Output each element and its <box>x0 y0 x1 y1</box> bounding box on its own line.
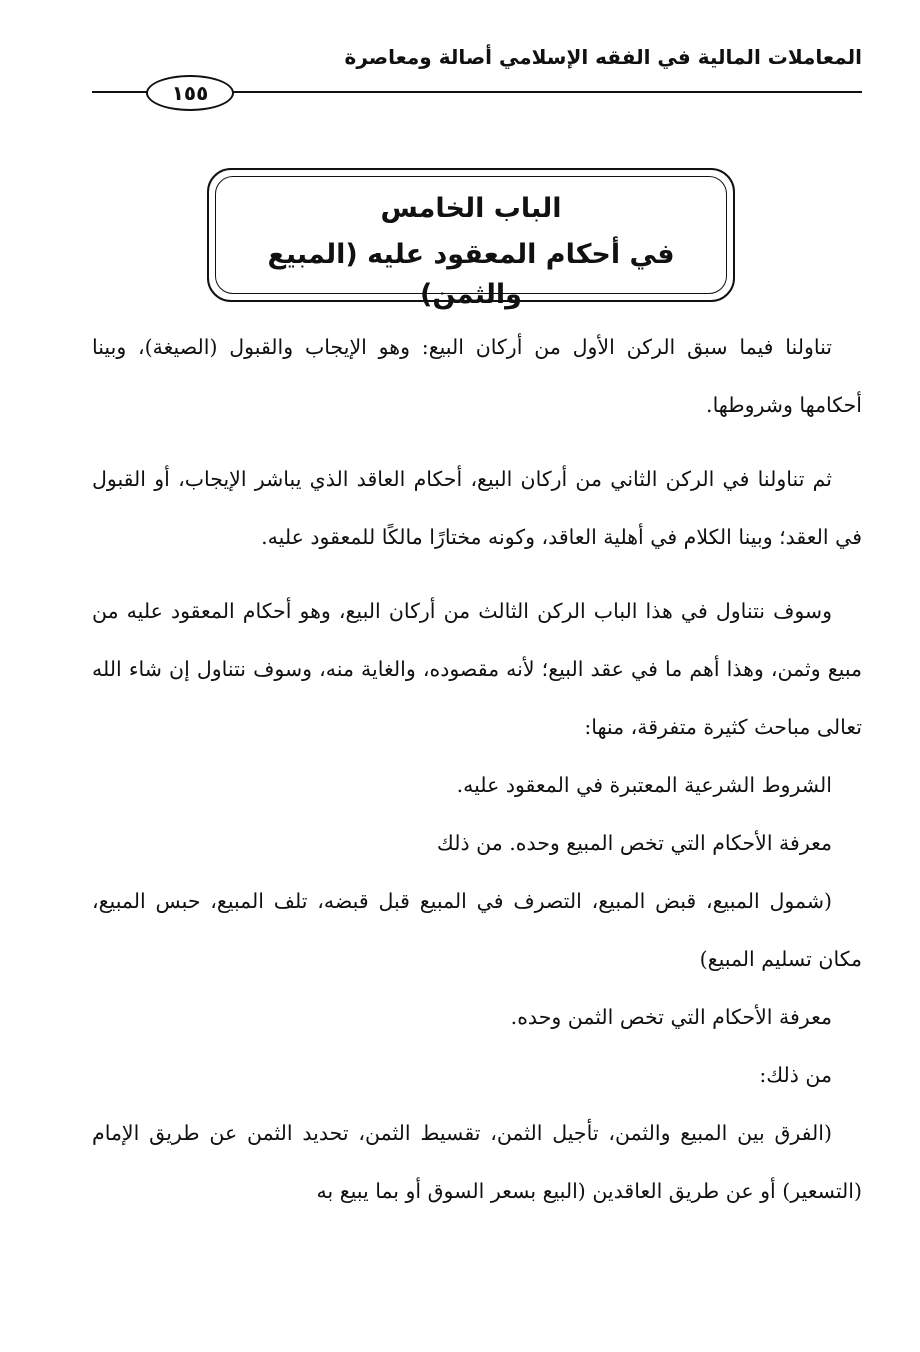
list-item-price-rulings: معرفة الأحكام التي تخص الثمن وحده. <box>510 1005 832 1029</box>
list-item-sold-rulings: معرفة الأحكام التي تخص المبيع وحده. من ذلك <box>436 831 832 855</box>
paragraph-sold-topics: (شمول المبيع، قبض المبيع، التصرف في المبيع قبل قبضه، تلف المبيع، حبس المبيع، مكان تسليم المبيع) <box>92 889 862 971</box>
paragraph-price-topics: (الفرق بين المبيع والثمن، تأجيل الثمن، تقسيط الثمن، تحديد الثمن عن طريق الإمام (التسعير) أو عن طريق العاقدين (البيع بسعر السوق أو بما يبيع به <box>92 1121 862 1203</box>
page-number: ١٥٥ <box>146 75 234 111</box>
chapter-subtitle: في أحكام المعقود عليه (المبيع والثمن) <box>267 239 675 310</box>
paragraph-3: وسوف نتناول في هذا الباب الركن الثالث من أركان البيع، وهو أحكام المعقود عليه من مبيع وثمن، وهذا أهم ما في عقد البيع؛ لأنه مقصوده، والغاية منه، وسوف نتناول إن شاء الله تعالى مباحث كثيرة متفرقة، منها: <box>92 599 862 739</box>
chapter-title-box <box>207 168 735 310</box>
paragraph-1: تناولنا فيما سبق الركن الأول من أركان البيع: وهو الإيجاب والقبول (الصيغة)، وبينا أحكامها وشروطها. <box>92 335 862 417</box>
running-header-title: المعاملات المالية في الفقه الإسلامي أصالة ومعاصرة <box>344 45 862 69</box>
list-item-from-that: من ذلك: <box>759 1063 832 1087</box>
list-item-conditions: الشروط الشرعية المعتبرة في المعقود عليه. <box>456 773 832 797</box>
chapter-title-box-inner <box>215 176 727 310</box>
paragraph-2: ثم تناولنا في الركن الثاني من أركان البيع، أحكام العاقد الذي يباشر الإيجاب، أو القبول في العقد؛ وبينا الكلام في أهلية العاقد، وكونه مختارًا مالكًا للمعقود عليه. <box>92 467 862 549</box>
body-text <box>92 318 862 1220</box>
chapter-title: الباب الخامس <box>380 193 562 224</box>
